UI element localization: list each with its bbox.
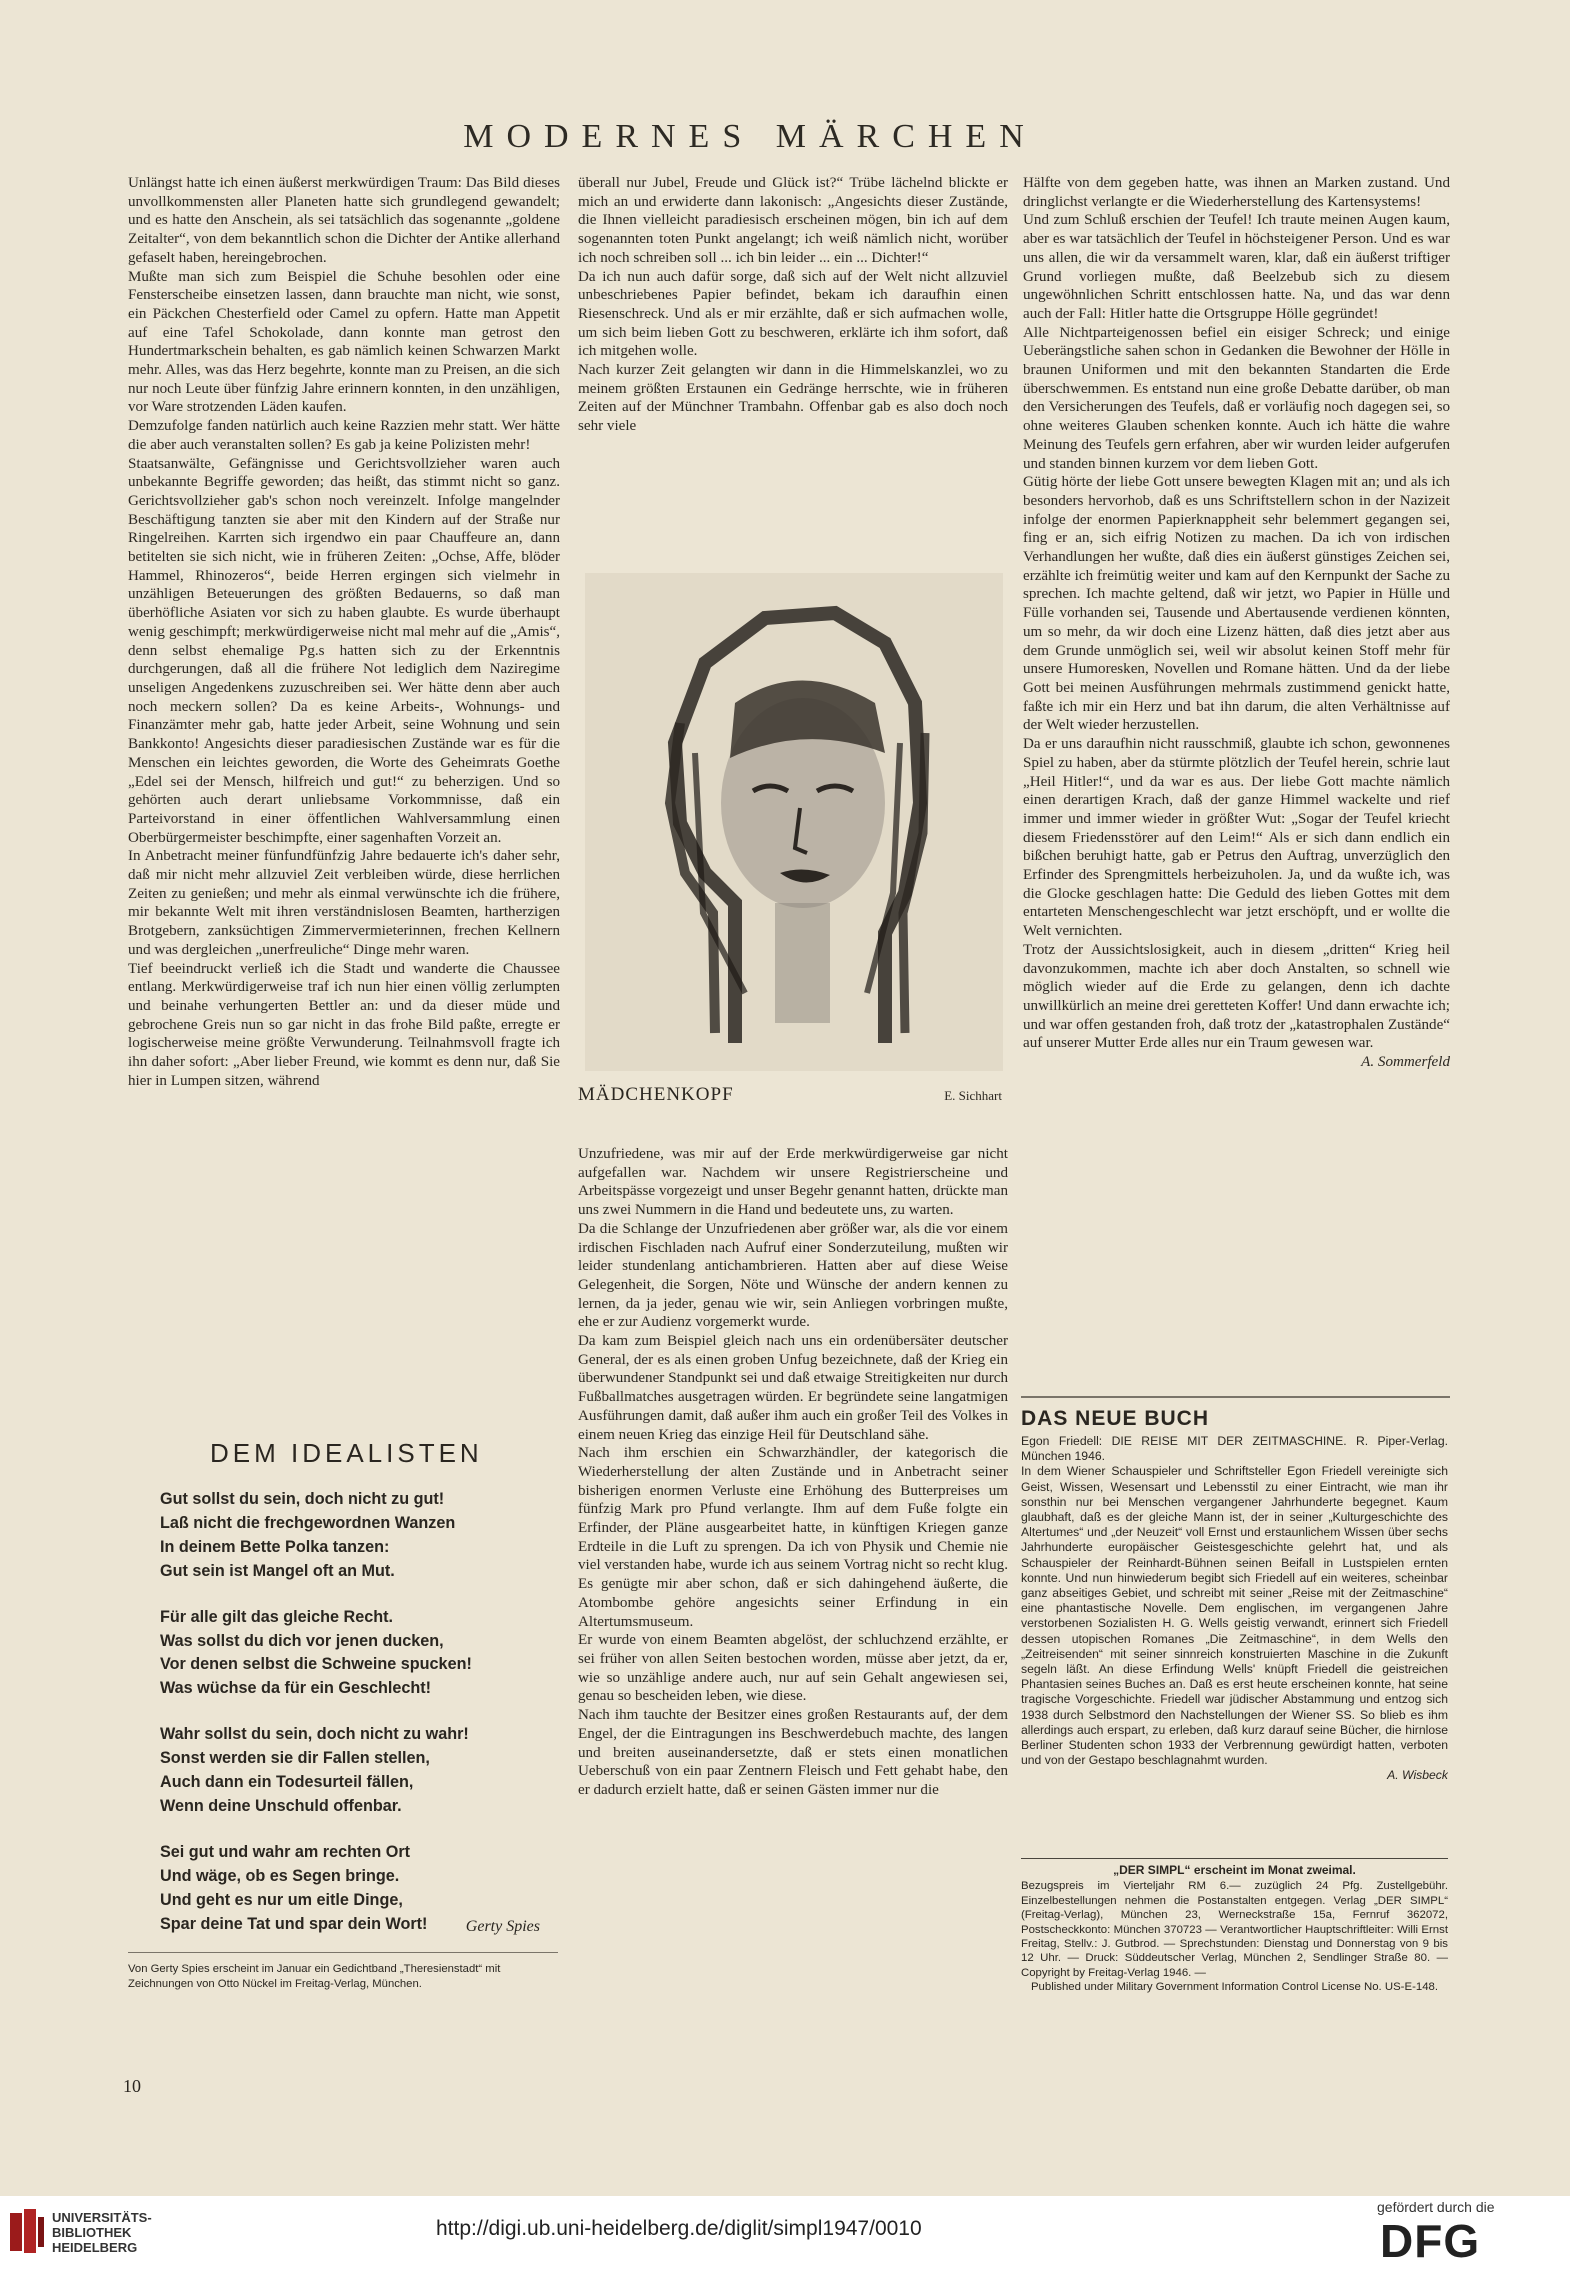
publisher-imprint (1021, 1858, 1448, 2008)
poem-line: Und wäge, ob es Segen bringe. (160, 1866, 400, 1885)
poem-line: Für alle gilt das gleiche Recht. (160, 1607, 393, 1626)
poem-line: Und geht es nur um eitle Dinge, (160, 1890, 403, 1909)
poem-stanza (160, 1488, 545, 1584)
paragraph: Da ich nun auch dafür sorge, daß sich auf der Welt nicht allzuviel unbeschriebenes Papier befindet, bekam ich daraufhin einen Riesenschreck. Und als er mir erzählte, daß er sich aufmachen wolle, um sich beim lieben Gott zu beschweren, erklärte ich ihm sofort, daß ich mitgehen wolle. (578, 268, 1008, 360)
poem-note: Von Gerty Spies erscheint im Januar ein Gedichtband „Theresienstadt“ mit Zeichnungen von Otto Nückel im Freitag-Verlag, München. (128, 1963, 501, 1990)
paragraph: überall nur Jubel, Freude und Glück ist?“ Trübe lächelnd blickte er mich an und erwiderte dann lakonisch: „Angesichts dieser Zustände, die Ihnen vielleicht paradiesisch erscheinen mögen, bin ich auf dem sogenannten toten Punkt angelangt; ich weiß nämlich nicht, worüber ich noch schreiben soll ... ich bin leider ... ein ... Dichter!“ (578, 175, 1008, 266)
paragraph: Da er uns daraufhin nicht rausschmiß, glaubte ich schon, gewonnenes Spiel zu haben, aber da stürmte plötzlich der Teufel herein, schrie laut „Heil Hitler!“, und da war es aus. Der liebe Gott machte nämlich einen derartigen Krach, daß der ganze Himmel wackelte und rief immer und immer wieder in größter Wut: „Sogar der Teufel kriecht diesem Friedensstörer auf den Leim!“ Als er sich dann endlich ein bißchen beruhigt hatte, gab er Petrus den Auftrag, unverzüglich den Erfinder des Sprengmittels herbeizuholen. Ja, und da wußte ich, was die Glocke geschlagen hatte: Die Geduld des lieben Gottes mit dem entarteten Menschengeschlecht war jetzt erschöpft, und er wollte die Welt vernichten. (1023, 736, 1450, 940)
poem-stanza (160, 1723, 545, 1819)
story-column-1 (128, 174, 560, 1392)
poem-line: Wahr sollst du sein, doch nicht zu wahr! (160, 1725, 469, 1744)
figure-title: MÄDCHENKOPF (578, 1084, 734, 1105)
poem-line: Sei gut und wahr am rechten Ort (160, 1842, 411, 1861)
girl-head-drawing (585, 573, 1003, 1071)
page-number: 10 (123, 2076, 141, 2096)
book-reviewer: A. Wisbeck (1387, 1768, 1448, 1783)
sponsor-text: gefördert durch die (1377, 2199, 1495, 2215)
paragraph: Nach ihm erschien ein Schwarzhändler, der kategorisch die Wiederherstellung der alten Zustände und in Anbetracht seiner bisherigen enormen Verluste eine Erhöhung des Butterpreises um fünfzig Mark pro Pfund verlangte. Ihm auf dem Fuße folgte ein Erfinder, der Pläne ausgearbeitet hatte, in künftigen Kriegen ganze Erdteile in die Luft zu sprengen. Da ich von Physik und Chemie nie viel verstanden habe, wurde ich aus seinem Vortrag nicht so recht klug. Es genügte mir aber schon, daß er sich dahingehend äußerte, die Atombombe gehöre angesichts seiner Erfindung in ein Altertumsmuseum. (578, 1445, 1008, 1630)
story-author: A. Sommerfeld (1361, 1054, 1450, 1071)
book-review-title: Egon Friedell: DIE REISE MIT DER ZEITMASCHINE. R. Piper-Verlag. München 1946. (1021, 1434, 1448, 1464)
book-review-body: In dem Wiener Schauspieler und Schriftsteller Egon Friedell vereinigte sich Geist, Wissen, Wesensart und Lebensstil zu einer Eintracht, wie man ihr sonsthin nur bei Menschen vergangener Jahrhunderte begegnet. Kaum glaubhaft, daß es der gleiche Mann ist, der in seiner „Kulturgeschichte des Altertumes“ und „der Neuzeit“ voll Ernst und erstaunlichem Wissen über sechs Jahrhunderte europäischer Geistesgeschichte gelehrt hat, und als Schauspieler der Reinhardt-Bühnen seinen Beifall in Lustspielen ernten konnte. Und nun hinwiederum begibt sich Friedell auf ein weiteres, scheinbar ganz abseitiges Gebiet, und schreibt mit seiner „Reise mit der Zeitmaschine“ eine phantastische Novelle. Dem englischen, im vergangenen Jahre verstorbenen Sozialisten H. G. Wells geistig verwandt, erinnert sich Friedell dessen utopischen Romanes „Die Zeitmaschine“, in dem Wells den „Zeitreisenden“ mit seiner sinnreich konstruierten Maschine in die Zukunft segeln läßt. An diese Erfindung Wells' knüpft Friedell die geistreichen Phantasien seines Buches an. Daß es erst heute erscheinen konnte, hat seine tragische Vorgeschichte. Friedell war jüdischer Abstammung und entzog sich 1938 durch Selbstmord den Nachstellungen der Wiener SS. So blieb es ihm allerdings auch erspart, zu erleben, daß kurz darauf seine Bücher, die hirnlose Berliner Studenten schon 1933 der Verbrennung gewürdigt hatten, verboten und von der Gestapo beschlagnahmt wurden. (1021, 1464, 1448, 1768)
poem-line: Wenn deine Unschuld offenbar. (160, 1796, 402, 1815)
portrait-illustration (585, 573, 1003, 1071)
imprint-heading: „DER SIMPL“ erscheint im Monat zweimal. (1113, 1863, 1356, 1877)
poem-body (160, 1488, 545, 1959)
paragraph: Da die Schlange der Unzufriedenen aber größer war, als die vor einem irdischen Fischladen nach Aufruf einer Sonderzuteilung, mußten wir leider stundenlang antichambrieren. Hatten aber auf diese Weise Gelegenheit, die Sorgen, Nöte und Wünsche der andern kennen zu lernen, da ja jeder, genau wie wir, sein Anliegen vorbringen mußte, ehe er zur Audienz vorgemerkt wurde. (578, 1220, 1008, 1331)
story-column-2 (578, 174, 1008, 556)
book-review (1021, 1434, 1448, 1844)
poem-line: Gut sollst du sein, doch nicht zu gut! (160, 1490, 445, 1508)
paragraph: Demzufolge fanden natürlich auch keine Razzien mehr statt. Wer hätte die aber auch veranstalten sollen? Es gab ja keine Polizisten mehr! (128, 418, 560, 453)
note-divider (128, 1952, 558, 1953)
university-library-name: UNIVERSITÄTS- BIBLIOTHEK HEIDELBERG (52, 2210, 152, 2255)
paragraph: Staatsanwälte, Gefängnisse und Gerichtsvollzieher waren auch unbekannte Begriffe geworden; das heißt, das stimmt nicht so ganz. Gerichtsvollzieher gab's schon noch vereinzelt. Infolge mangelnder Beschäftigung tanzten sie aber mit den Kindern auf der Straße nur Ringelreihen. Karrten sich irgendwo ein paar Chauffeure an, dann betitelten sie sich nicht, wie in früheren Zeiten: „Ochse, Affe, blöder Hammel, Rhinozeros“, beide Herren ergingen sich vielmehr in unzähligen Beteuerungen des größten Bedauerns, so daß man überhöfliche Asiaten vor sich zu haben glaubte. Es wurde überhaupt wenig geschimpft; merkwürdigerweise nicht mal mehr auf die „Amis“, denn selbst ehemalige Pg.s hatten sich zu der Erkenntnis durchgerungen, daß all die frühere Not lediglich dem Naziregime unseligen Angedenkens zuzuschreiben sei. Wer hätte denn aber auch noch meckern sollen? Da es keine Arbeits-, Wohnungs- und Finanzämter mehr gab, hatte jeder Arbeit, seine Wohnung und sein Bankkonto! Angesichts dieser paradiesischen Zustände war es für die Menschen ein leichtes geworden, die Worte des Geheimrats Goethe „Edel sei der Mensch, hilfreich und gut!“ zu beherzigen. Und so gehörten auch derart unliebsame Vorkommnisse, daß ein Parteivorstand in einer öffentlichen Wahlversammlung einen Oberbürgermeister beschimpfte, einer sagenhaften Vorzeit an. (128, 455, 560, 846)
paragraph: Tief beeindruckt verließ ich die Stadt und wanderte die Chaussee entlang. Merkwürdigerweise traf ich nun hier einen völlig zerlumpten und beinahe verhungerten Bettler an: und da dieser müde und gebrochene Greis nun so gar nicht in das frohe Bild paßte, erregte er logischerweise meine größte Verwunderung. Teilnahmsvoll fragte ich ihn daher sofort: „Aber lieber Freund, wie kommt es denn nur, daß Sie hier in Lumpen sitzen, während (128, 960, 560, 1089)
poem-line: Sonst werden sie dir Fallen stellen, (160, 1749, 430, 1768)
story-column-2-continued (578, 1145, 1008, 2003)
paragraph: Er wurde von einem Beamten abgelöst, der schluchzend erzählte, er sei früher von allen Seiten bestochen worden, müsse aber jetzt, da er, wie so unzählige andere auch, nur auf sein Gehalt angewiesen sei, genau so bescheiden leben, wie diese. (578, 1632, 1008, 1705)
paragraph: Nach kurzer Zeit gelangten wir dann in die Himmelskanzlei, wo zu meinem größten Erstaunen ein Gedränge herrschte, wie in früheren Zeiten auf der Münchner Trambahn. Offenbar gab es also doch noch sehr viele (578, 362, 1008, 435)
paragraph: In Anbetracht meiner fünfundfünfzig Jahre bedauerte ich's daher sehr, daß mir nicht mehr allzuviel Zeit verbleiben würde, diese herrlichen Zeiten zu genießen; und mehr als einmal verwünschte ich die frühere, mir bekannte Welt mit ihren verständnislosen Beamten, hartherzigen Brotgebern, zanksüchtigen Zimmervermieterinnen, frechen Kellnern und was dergleichen „unerfreuliche“ Dinge mehr waren. (128, 848, 560, 958)
poem-line: Was wüchse da für ein Geschlecht! (160, 1679, 432, 1698)
paragraph: Da kam zum Beispiel gleich nach uns ein ordenübersäter deutscher General, der es als einen groben Unfug bezeichnete, daß der Krieg ein überwundener Standpunkt sei und daß etwaige Streitigkeiten nur durch Fußballmatches ausgetragen würden. Er begründete seine langatmigen Ausführungen damit, daß außer ihm auch ein großer Teil des Volkes in einem neuen Krieg das einzige Heil für Deutschland sähe. (578, 1333, 1008, 1443)
paragraph: Mußte man sich zum Beispiel die Schuhe besohlen oder eine Fensterscheibe einsetzen lassen, dann brauchte man nicht, wie sonst, ein Päckchen Chesterfield oder Camel zu opfern. Hatte man Appetit auf eine Tafel Schokolade, dann konnte man getrost den Hundertmarkschein behalten, es gab nämlich keinen Schwarzen Markt mehr. Alles, was das Herz begehrte, konnte man zu Preisen, an die sich nur noch Leute über fünfzig Jahre erinnern konnten, in den unzähligen, vor Ware strotzenden Läden kaufen. (128, 268, 560, 416)
poem-line: In deinem Bette Polka tanzen: (160, 1537, 390, 1556)
paragraph: Gütig hörte der liebe Gott unsere bewegten Klagen mit an; und als ich besonders hervorhob, daß es uns Schriftstellern schon in der Nazizeit infolge der enormen Papierknappheit sehr belemmert gegangen sei, fing er an, sich eifrig Notizen zu machen. Da ich von irdischen Verhandlungen her wußte, daß dies ein äußerst günstiges Zeichen sei, erzählte ich freimütig weiter und kam auf den Kernpunkt der Sache zu sprechen. Ich machte geltend, daß wir jetzt, wo Papier in Hülle und Fülle vorhanden sei, Tausende und Abertausende verdienen könnten, um so mehr, da wir doch eine Lizenz hätten, daß dies jetzt aber aus dem Grunde unmöglich sei, weil wir absolut keinen Stoff mehr für unsere Humoresken, Novellen und Romane hätten. Und da der liebe Gott bei meinen Ausführungen mehrmals zustimmend genickt hatte, faßte ich mir ein Herz und bat ihn darum, die alten Verhältnisse auf der Welt wieder herzustellen. (1023, 474, 1450, 734)
poem-line: Was sollst du dich vor jenen ducken, (160, 1631, 444, 1650)
figure-caption (578, 1084, 1008, 1110)
poem-stanza (160, 1606, 545, 1702)
poem-title: DEM IDEALISTEN (210, 1438, 483, 1468)
poem-author: Gerty Spies (465, 1918, 540, 1935)
story-column-3 (1023, 174, 1450, 1402)
imprint-license: Published under Military Government Information Control License No. US-E-148. (1030, 1981, 1439, 1994)
figure-artist: E. Sichhart (944, 1088, 1002, 1103)
paragraph: Und zum Schluß erschien der Teufel! Ich traute meinen Augen kaum, aber es war tatsächlich der Teufel in höchsteigener Person. Und es war uns allen, die wir da versammelt waren, klar, daß ein äußerst triftiger Grund vorliegen mußte, daß Beelzebub sich zu diesem ungewöhnlichen Schritt entschlossen hatte. Na, und das war denn auch der Fall: Hitler hatte die Ortsgruppe Hölle gegründet! (1023, 212, 1450, 322)
paragraph: Hälfte von dem gegeben hatte, was ihnen an Marken zustand. Und dringlichst verlangte er die Wiederherstellung des Kartensystems! (1023, 175, 1450, 210)
source-url-link[interactable]: http://digi.ub.uni-heidelberg.de/diglit/simpl1947/0010 (436, 2217, 922, 2240)
paragraph: Trotz der Aussichtslosigkeit, auch in diesem „dritten“ Krieg heil davonzukommen, machte ich aber doch Anstalten, so schnell wie möglich wieder auf die Erde zu gelangen, denn ich dachte unwillkürlich an meine drei geretteten Koffer! Und dann erwachte ich; und war offen gestanden froh, daß trotz der „katastrophalen Zustände“ auf unserer Mutter Erde alles nur ein Traum gewesen war. (1023, 941, 1450, 1052)
page-header: MODERNES MÄRCHEN (463, 118, 1037, 155)
poem-line: Gut sein ist Mangel oft an Mut. (160, 1561, 395, 1580)
poem-line: Auch dann ein Todesurteil fällen, (160, 1773, 414, 1792)
section-divider (1021, 1396, 1450, 1398)
book-section-title: DAS NEUE BUCH (1021, 1407, 1210, 1430)
poem-line: Laß nicht die frechgewordnen Wanzen (160, 1513, 456, 1532)
paragraph: Unzufriedene, was mir auf der Erde merkwürdigerweise gar nicht aufgefallen war. Nachdem wir unsere Registrierscheine und Arbeitspässe vorgezeigt und unser Begehr genannt hatten, drückte man uns zwei Nummern in die Hand und bedeutete uns, zu warten. (578, 1146, 1008, 1219)
paragraph: Nach ihm tauchte der Besitzer eines großen Restaurants auf, der dem Engel, der die Eintragungen ins Beschwerdebuch machte, des langen und breiten auseinandersetzte, daß er stets einen monatlichen Ueberschuß von ein paar Zentnern Fleisch und Fett gehabt habe, den er dadurch erzielt hatte, daß er seinen Gästen immer nur die (578, 1707, 1008, 1798)
imprint-text: Bezugspreis im Vierteljahr RM 6.— zuzüglich 24 Pfg. Zustellgebühr. Einzelbestellungen nehmen die Postanstalten entgegen. Verlag „DER SIMPL“ (Freitag-Verlag), München 23, Werneckstraße 15a, Fernruf 362072, Postscheckkonto: München 370723 — Verantwortlicher Hauptschriftleiter: Willi Ernst Freitag, Stellv.: J. Gutbrod. — Sprechstunden: Dienstag und Donnerstag von 9 bis 12 Uhr. — Druck: Süddeutscher Verlag, München 2, Sendlinger Straße 80. — Copyright by Freitag-Verlag 1946. — (1021, 1880, 1448, 1979)
university-seal-icon (8, 2207, 46, 2257)
poem-line: Spar deine Tat und spar dein Wort! (160, 1914, 428, 1933)
paragraph: Alle Nichtparteigenossen befiel ein eisiger Schreck; und einige Ueberängstliche sahen schon in Gedanken die Bewohner der Hölle in braunen Uniformen und mit den bekannten Standarten die Erde überschwemmen. Es entstand nun eine große Debatte darüber, ob man den Versicherungen des Teufels, daß er vorläufig noch dagegen sei, so ohne weiteres Glauben schenken konnte. Auch ich hätte die wahre Meinung des Teufels gern erfahren, aber wir wurden leider aufgerufen und standen binnen kurzem vor dem lieben Gott. (1023, 324, 1450, 472)
dfg-logo: DFG (1380, 2215, 1481, 2267)
poem-line: Vor denen selbst die Schweine spucken! (160, 1655, 472, 1674)
paragraph: Unlängst hatte ich einen äußerst merkwürdigen Traum: Das Bild dieses unvollkommensten aller Planeten hatte sich grundlegend gewandelt; und es hatte den Anschein, als sei tatsächlich das sogenannte „goldene Zeitalter“, von dem bekanntlich schon die Dichter der Antike allerhand gefaselt haben, hereingebrochen. (128, 175, 560, 266)
